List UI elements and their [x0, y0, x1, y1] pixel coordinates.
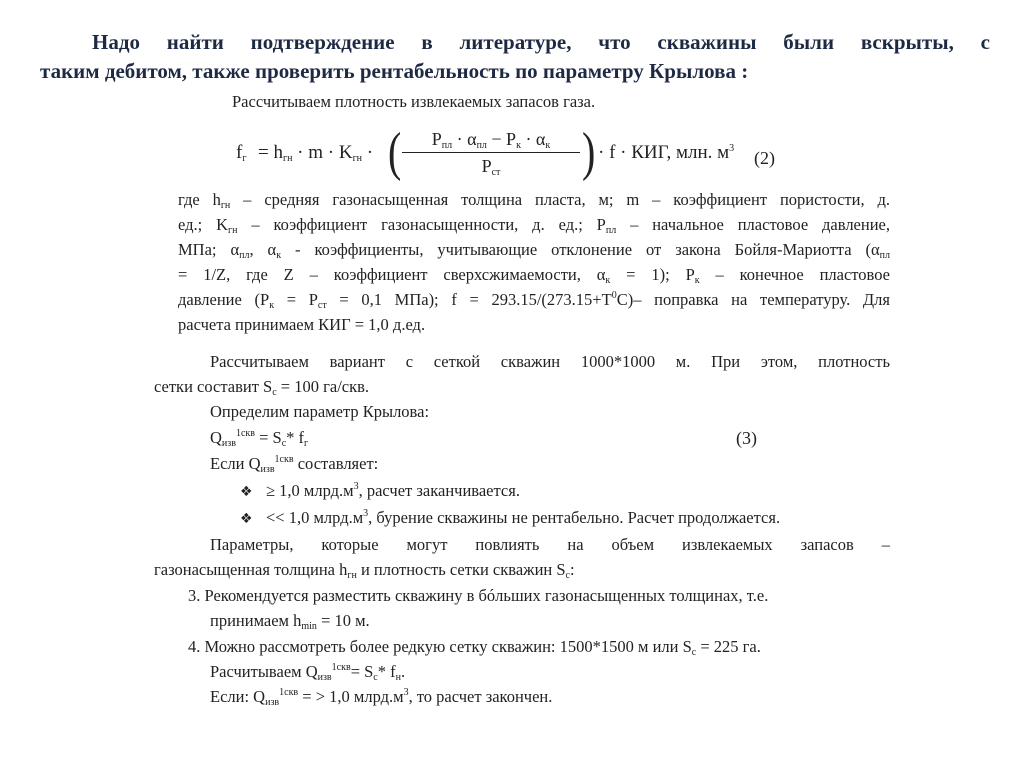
formula-fraction — [402, 126, 580, 186]
item-3-line: 3. Рекомендуется разместить скважину в бóльших газонасыщенных толщинах, т.е. — [188, 586, 769, 605]
bullet-item: ≥ 1,0 $млрд.м^3$, расчет заканчивается. — [266, 481, 520, 500]
right-paren: ) — [582, 121, 596, 182]
definition-line: где $h_{гн}$ – средняя газонасыщенная толщина пласта, м; m – коэффициент пористости, д. — [178, 190, 890, 211]
definition-line: давление ($P_к = P_{ст} = 0,1$ МПа); $f = 293.15/(273.15+T^0C)-$ поправка на температуру. Для — [178, 290, 891, 311]
krylov-title: Определим параметр Крылова: — [210, 402, 430, 421]
item-4-line: 4. Можно рассмотреть более редкую сетку скважин: 1500*1500 м или $S_c = 225$ га. — [188, 637, 761, 658]
variant-line: Рассчитываем вариант с сеткой скважин 1000*1000 м. При этом, плотность — [210, 352, 890, 371]
bullet-item: << 1,0 $млрд.м^3$, бурение скважины не рентабельно. Расчет продолжается. — [266, 508, 781, 527]
definition-line: расчета принимаем КИГ = 1,0 д.ед. — [178, 315, 426, 334]
fraction-denominator: $P_{ст}$ — [481, 156, 501, 178]
item-4-line: Расчитываем $Q_{изв}^{1скв}= S_c*$ $f_н$. — [210, 662, 406, 683]
intro-text: Рассчитываем плотность извлекаемых запасов газа. — [232, 92, 596, 111]
formula-lhs: $f_г$ — [236, 142, 247, 164]
diamond-bullet-icon: ❖ — [240, 484, 253, 500]
heading-line-1: Надо найти подтверждение в литературе, что скважины были вскрыты, с — [92, 30, 990, 54]
krylov-formula: $Q_{изв}^{1скв} = S_c*$ $f_г$ — [210, 428, 309, 449]
definition-line: МПа; $\alpha_{пл}$, $\alpha_к$ - коэффициенты, учитывающие отклонение от закона Бойля-Мариотта ($\alpha_{пл}$ — [178, 240, 890, 261]
slide-heading — [40, 28, 990, 86]
params-line: газонасыщенная толщина $h_{гн}$ и плотность сетки скважин $S_c$: — [154, 560, 575, 581]
definition-line: = 1/Z, где Z – коэффициент сверхсжимаемости, $\alpha_к = 1$); $P_к$ – конечное пластовое — [178, 265, 890, 286]
left-paren: ( — [388, 121, 402, 182]
heading-line-2: таким дебитом, также проверить рентабельность по параметру Крылова : — [40, 59, 749, 83]
definition-line: ед.; $K_{гн}$ – коэффициент газонасыщенности, д. ед.; $P_{пл}$ – начальное пластовое давление, — [178, 215, 890, 236]
formula-rhs-start: = $h_{гн} \cdot m \cdot K_{гн}$ · — [258, 142, 374, 164]
formula-3-number: (3) — [736, 428, 757, 448]
variant-line: сетки составит $S_c = 100$ га/скв. — [154, 377, 370, 398]
fraction-numerator: $P_{пл} \cdot \alpha_{пл} - P_к \cdot \alpha_к$ — [402, 126, 580, 153]
formula-2-number: (2) — [754, 148, 775, 168]
params-line: Параметры, которые могут повлиять на объем извлекаемых запасов – — [210, 535, 890, 554]
diamond-bullet-icon: ❖ — [240, 511, 253, 527]
if-line: Если $Q_{изв}^{1скв}$ составляет: — [210, 454, 379, 475]
item-3-line: принимаем $h_{min} = 10$ м. — [210, 611, 370, 632]
item-4-line: Если: $Q_{изв}^{1скв}$ = > 1,0 $млрд.м^3$, то расчет закончен. — [210, 687, 553, 708]
formula-tail: · f · КИГ, млн. $м^3$ — [598, 142, 735, 163]
